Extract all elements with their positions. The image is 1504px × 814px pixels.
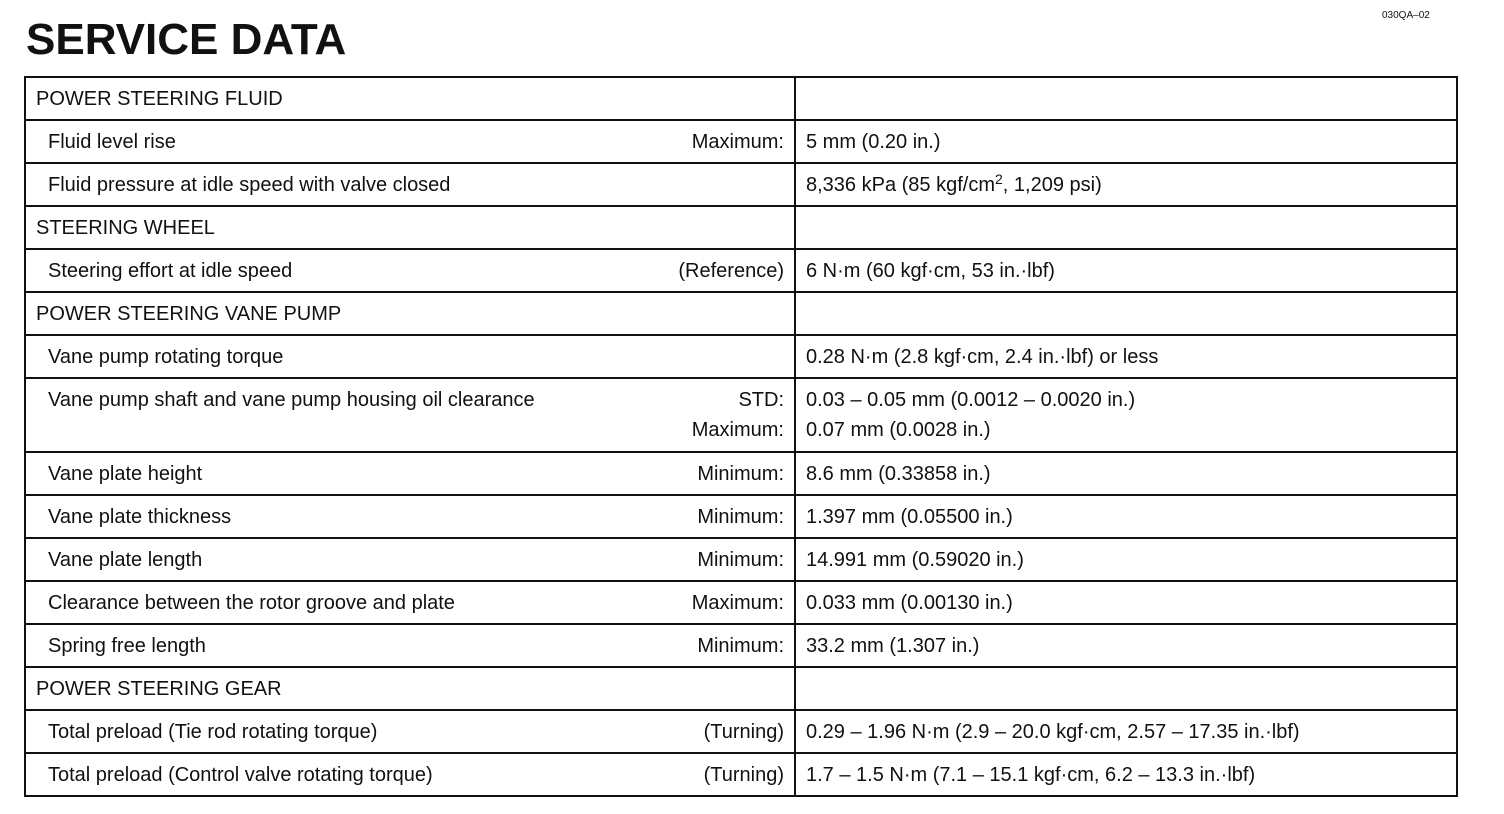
section-heading-cell [25, 667, 795, 710]
table-row [25, 335, 1457, 378]
item-qualifier: Maximum: [691, 130, 784, 153]
item-label: Vane pump rotating torque [48, 345, 284, 368]
page-title: SERVICE DATA [26, 15, 347, 64]
value-cell [795, 624, 1457, 667]
item-label: Spring free length [48, 634, 206, 657]
item-value: 33.2 mm (1.307 in.) [806, 634, 980, 657]
item-value: 0.033 mm (0.00130 in.) [806, 591, 1013, 614]
item-label: Vane pump shaft and vane pump housing oil clearance [48, 389, 535, 411]
table-row [25, 538, 1457, 581]
section-heading: POWER STEERING FLUID [36, 87, 283, 110]
item-qualifier: Minimum: [697, 505, 784, 528]
empty-value-cell [795, 77, 1457, 120]
item-cell [25, 120, 795, 163]
item-qualifier-secondary: Maximum: [691, 419, 784, 441]
item-value: 0.29 – 1.96 N·m (2.9 – 20.0 kgf·cm, 2.57 – 17.35 in.·lbf) [806, 720, 1300, 743]
section-heading: STEERING WHEEL [36, 216, 215, 239]
item-cell [25, 378, 795, 452]
table-row [25, 120, 1457, 163]
section-heading-cell [25, 206, 795, 249]
item-value: 0.28 N·m (2.8 kgf·cm, 2.4 in.·lbf) or less [806, 345, 1159, 368]
item-label: Clearance between the rotor groove and plate [48, 591, 455, 614]
section-heading-cell [25, 292, 795, 335]
table-row [25, 378, 1457, 452]
value-cell [795, 335, 1457, 378]
table-row [25, 624, 1457, 667]
item-qualifier: Minimum: [697, 548, 784, 571]
value-cell [795, 163, 1457, 206]
item-qualifier: Maximum: [691, 591, 784, 614]
table-row [25, 249, 1457, 292]
item-value: 6 N·m (60 kgf·cm, 53 in.·lbf) [806, 259, 1055, 282]
table-row-section [25, 667, 1457, 710]
item-label: Vane plate height [48, 462, 203, 485]
value-cell [795, 120, 1457, 163]
value-text-pre: 8,336 kPa (85 kgf/cm [806, 173, 995, 196]
value-text-post: , 1,209 psi) [1002, 173, 1102, 196]
value-cell [795, 378, 1457, 452]
item-cell [25, 335, 795, 378]
item-value [806, 170, 1102, 196]
item-value: 14.991 mm (0.59020 in.) [806, 548, 1024, 571]
table-row [25, 753, 1457, 796]
table-row [25, 710, 1457, 753]
table-row [25, 495, 1457, 538]
item-qualifier-group [692, 385, 784, 445]
value-cell [795, 581, 1457, 624]
item-qualifier: (Turning) [703, 763, 784, 786]
item-cell [25, 581, 795, 624]
item-label: Vane plate thickness [48, 505, 232, 528]
item-cell [25, 624, 795, 667]
item-value: 1.7 – 1.5 N·m (7.1 – 15.1 kgf·cm, 6.2 – 13.3 in.·lbf) [806, 763, 1256, 786]
item-cell [25, 538, 795, 581]
document-code: 030QA–02 [1382, 10, 1430, 21]
service-data-table [24, 76, 1458, 797]
table-row [25, 581, 1457, 624]
item-label: Total preload (Tie rod rotating torque) [48, 720, 378, 743]
section-heading: POWER STEERING GEAR [36, 677, 282, 700]
item-label: Steering effort at idle speed [48, 259, 293, 282]
value-cell [795, 249, 1457, 292]
empty-value-cell [795, 667, 1457, 710]
item-qualifier: Minimum: [697, 462, 784, 485]
item-value: 0.03 – 0.05 mm (0.0012 – 0.0020 in.) [806, 389, 1136, 411]
item-cell [25, 452, 795, 495]
item-label: Vane plate length [48, 548, 203, 571]
value-cell [795, 452, 1457, 495]
item-cell [25, 753, 795, 796]
item-cell [25, 495, 795, 538]
item-label: Total preload (Control valve rotating torque) [48, 763, 433, 786]
item-qualifier: (Reference) [678, 259, 784, 282]
value-cell [795, 495, 1457, 538]
item-value-secondary: 0.07 mm (0.0028 in.) [806, 419, 991, 441]
section-heading: POWER STEERING VANE PUMP [36, 302, 342, 325]
item-value: 8.6 mm (0.33858 in.) [806, 462, 991, 485]
empty-value-cell [795, 206, 1457, 249]
table-row-section [25, 292, 1457, 335]
item-cell [25, 163, 795, 206]
table-row-section [25, 77, 1457, 120]
item-value: 5 mm (0.20 in.) [806, 130, 941, 153]
section-heading-cell [25, 77, 795, 120]
table-row-section [25, 206, 1457, 249]
item-qualifier: (Turning) [703, 720, 784, 743]
item-qualifier: Minimum: [697, 634, 784, 657]
value-cell [795, 753, 1457, 796]
item-label: Fluid level rise [48, 130, 176, 153]
item-label: Fluid pressure at idle speed with valve closed [48, 173, 451, 196]
table-row [25, 452, 1457, 495]
item-qualifier: STD: [738, 389, 784, 411]
value-cell [795, 538, 1457, 581]
value-cell [795, 710, 1457, 753]
empty-value-cell [795, 292, 1457, 335]
item-value: 1.397 mm (0.05500 in.) [806, 505, 1013, 528]
value-superscript: 2 [994, 170, 1003, 187]
item-cell [25, 710, 795, 753]
table-row [25, 163, 1457, 206]
item-cell [25, 249, 795, 292]
